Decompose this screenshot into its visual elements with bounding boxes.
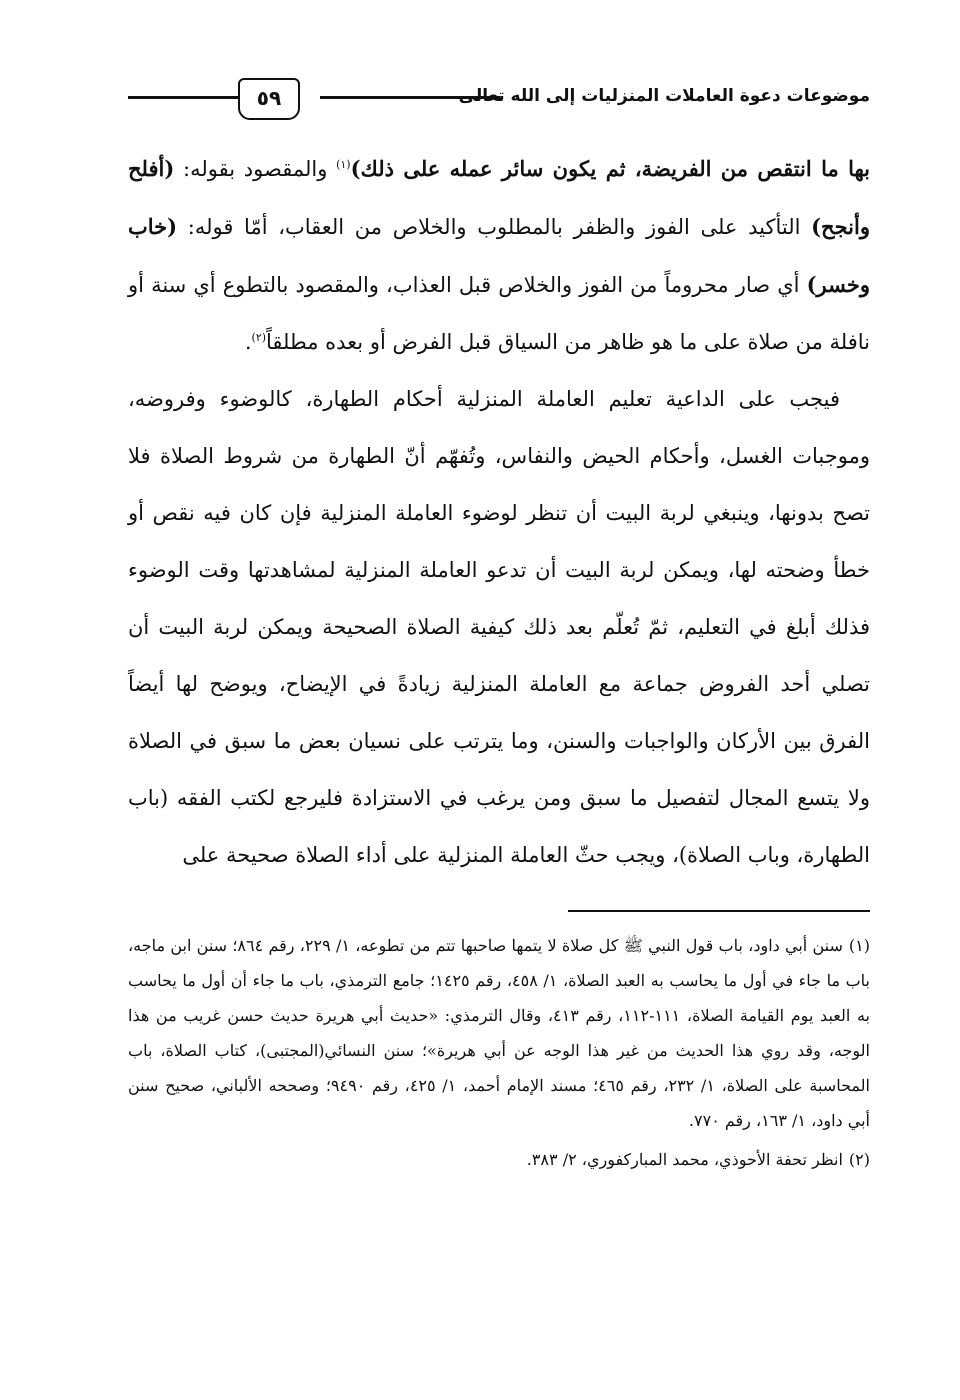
main-text: [128, 140, 870, 884]
footnotes: [128, 928, 870, 1181]
body-text: والمقصود بقوله:: [174, 157, 337, 181]
header-rule: [320, 96, 500, 99]
footnote-mark: (١): [848, 936, 871, 955]
bold-term: (خاب وخسر): [128, 214, 870, 297]
hadith-quote: بها ما انتقص من الفريضة، ثم يكون سائر عمله على ذلك): [350, 156, 871, 181]
header-rule: [128, 96, 238, 99]
body-text: .: [244, 330, 252, 354]
footnote-ref: (٢): [251, 331, 267, 344]
body-text: أي صار محروماً من الفوز والخلاص قبل العذاب، والمقصود بالتطوع أي سنة أو نافلة من صلاة على ما هو ظاهر من السياق قبل الفرض أو بعده مطلقاً: [128, 273, 870, 354]
footnote-2: [128, 1142, 870, 1177]
header-title: موضوعات دعوة العاملات المنزليات إلى الله تعالى: [458, 86, 870, 106]
page-number: ٥٩: [238, 78, 300, 120]
body-text: التأكيد على الفوز والظفر بالمطلوب والخلاص من العقاب، أمّا قوله:: [177, 215, 812, 239]
bold-term: (أفلح وأنجح): [128, 156, 870, 239]
footnote-1: [128, 928, 870, 1138]
paragraph-1: [128, 140, 870, 371]
running-header: [128, 78, 870, 122]
footnote-ref: (١): [336, 158, 351, 171]
footnote-mark: (٢): [848, 1150, 870, 1169]
footnote-divider: [568, 910, 870, 912]
footnote-text: سنن أبي داود، باب قول النبي ﷺ كل صلاة لا يتمها صاحبها تتم من تطوعه، ١/ ٢٢٩، رقم ٨٦٤؛ سنن ابن ماجه، باب ما جاء في أول ما يحاسب به العبد الصلاة، ١/ ٤٥٨، رقم ١٤٢٥؛ جامع الترمذي، باب ما جاء أن أول ما يحاسب به العبد يوم القيامة الصلاة، ١١١-١١٢، رقم ٤١٣، وقال الترمذي: «حديث أبي هريرة حديث حسن غريب من هذا الوجه، وقد روي هذا الحديث من غير هذا الوجه عن أبي هريرة»؛ سنن النسائي(المجتبى)، كتاب الصلاة، باب المحاسبة على الصلاة، ١/ ٢٣٢، رقم ٤٦٥؛ مسند الإمام أحمد، ١/ ٤٢٥، رقم ٩٤٩٠؛ وصححه الألباني، صحيح سنن أبي داود، ١/ ١٦٣، رقم ٧٧٠.: [128, 936, 871, 1130]
paragraph-2: فيجب على الداعية تعليم العاملة المنزلية أحكام الطهارة، كالوضوء وفروضه، وموجبات الغسل، وأحكام الحيض والنفاس، وتُفهّم أنّ الطهارة من شروط الصلاة فلا تصح بدونها، وينبغي لربة البيت أن تنظر لوضوء العاملة المنزلية فإن كان فيه نقص أو خطأ وضحته لها، ويمكن لربة البيت أن تدعو العاملة المنزلية لمشاهدتها وقت الوضوء فذلك أبلغ في التعليم، ثمّ تُعلّم بعد ذلك كيفية الصلاة الصحيحة ويمكن لربة البيت أن تصلي أحد الفروض جماعة مع العاملة المنزلية زيادةً في الإيضاح، ويوضح لها أيضاً الفرق بين الأركان والواجبات والسنن، وما يترتب على نسيان بعض ما سبق في الصلاة ولا يتسع المجال لتفصيل ما سبق ومن يرغب في الاستزادة فليرجع لكتب الفقه (باب الطهارة، وباب الصلاة)، ويجب حثّ العاملة المنزلية على أداء الصلاة صحيحة على: [128, 387, 870, 867]
footnote-text: انظر تحفة الأحوذي، محمد المباركفوري، ٢/ ٣٨٣.: [526, 1150, 843, 1169]
